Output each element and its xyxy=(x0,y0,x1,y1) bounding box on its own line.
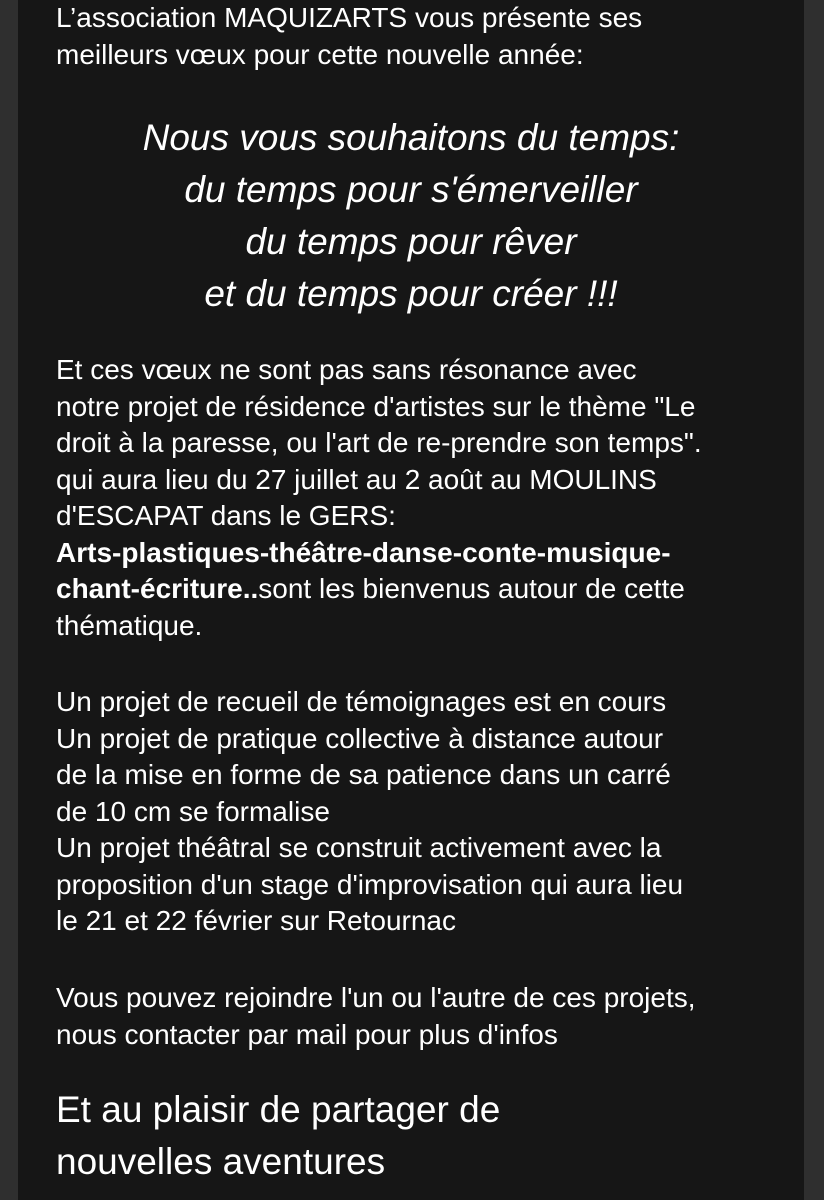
closing-message: Et au plaisir de partager de nouvelles aventures xyxy=(56,1089,501,1182)
residence-project-text: Et ces vœux ne sont pas sans résonance avec notre projet de résidence d'artistes sur le thème "Le droit à la paresse, ou l'art de re-prendre son temps". qui aura lieu du 27 juillet au 2 août au MOULINS d'ESCAPAT dans le GERS: xyxy=(56,354,702,531)
new-year-wishes: Nous vous souhaitons du temps: du temps pour s'émerveiller du temps pour rêver et du temps pour créer !!! xyxy=(142,117,680,314)
residence-project-ending: sont les bienvenus autour de cette thématique. xyxy=(56,573,685,641)
contact-paragraph: Vous pouvez rejoindre l'un ou l'autre de ces projets, nous contacter par mail pour plus d'infos xyxy=(56,982,696,1050)
message-content-panel xyxy=(18,0,804,1200)
project-updates-paragraph: Un projet de recueil de témoignages est en cours Un projet de pratique collective à distance autour de la mise en forme de sa patience dans un carré de 10 cm se formalise Un projet théâtral se construit activement avec la proposition d'un stage d'improvisation qui aura lieu le 21 et 22 février sur Retournac xyxy=(56,686,684,936)
intro-text: L’association MAQUIZARTS vous présente ses meilleurs vœux pour cette nouvelle année: xyxy=(56,2,643,70)
arts-disciplines-bold-text: Arts-plastiques-théâtre-danse-conte-musique- chant-écriture.. xyxy=(56,536,671,604)
residence-project-paragraph xyxy=(56,352,796,644)
